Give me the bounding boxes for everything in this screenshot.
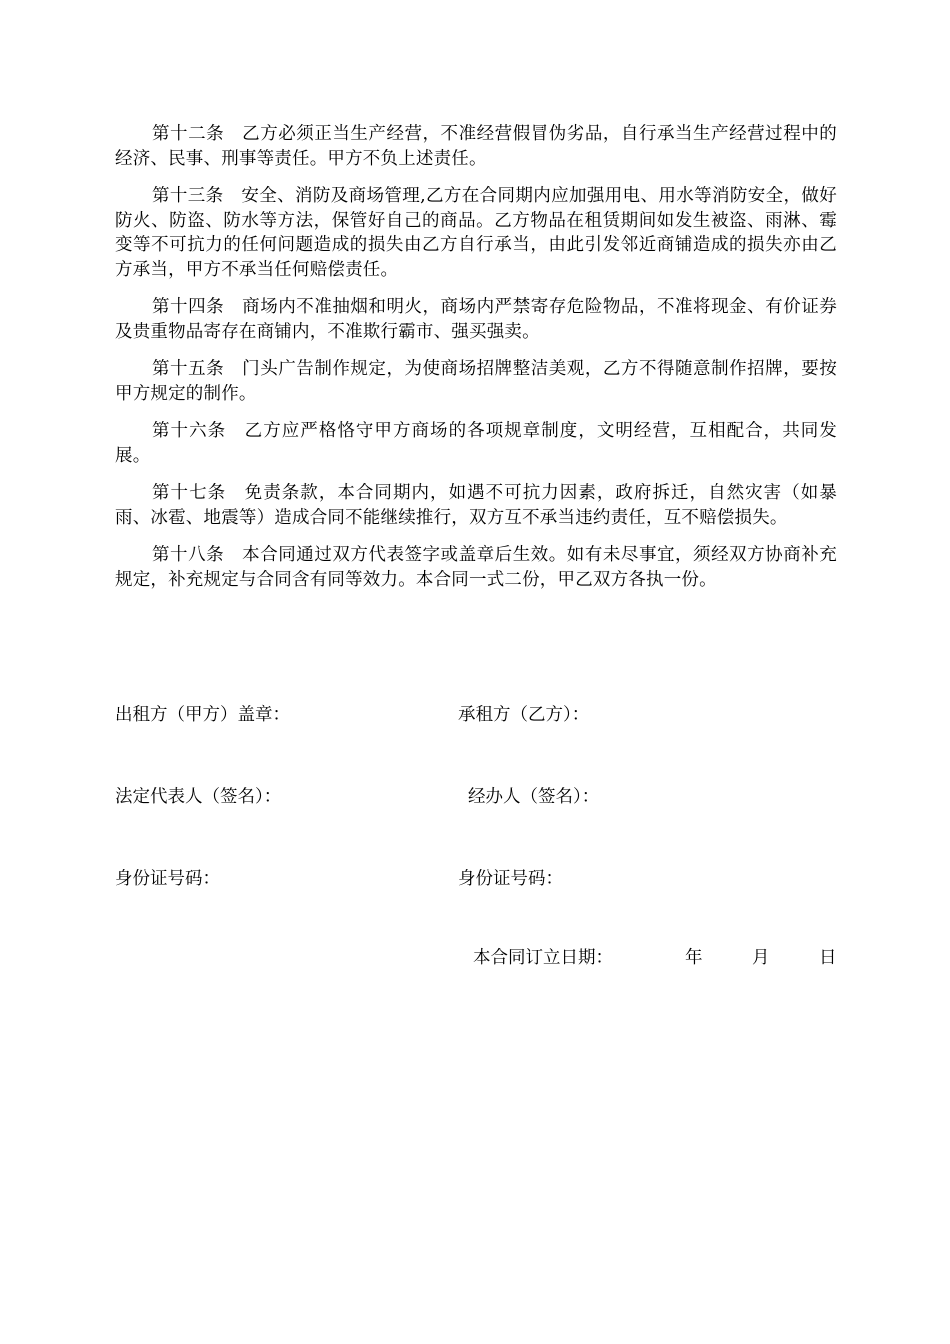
date-month-label: 月 — [752, 948, 770, 968]
lessor-seal-label: 出租方（甲方）盖章： — [115, 705, 290, 725]
clause-15: 第十五条 门头广告制作规定，为使商场招牌整洁美观，乙方不得随意制作招牌，要按甲方规定的制作。 — [115, 359, 837, 404]
clause-13: 第十三条 安全、消防及商场管理,乙方在合同期内应加强用电、用水等消防安全，做好防火、防盗、防水等方法，保管好自己的商品。乙方物品在租赁期间如发生被盗、雨淋、霉变等不可抗力的任何问题造成的损失由乙方自行承当，由此引发邻近商铺造成的损失亦由乙方承当，甲方不承当任何赔偿责任。 — [115, 186, 837, 280]
clause-14: 第十四条 商场内不准抽烟和明火，商场内严禁寄存危险物品，不准将现金、有价证券及贵重物品寄存在商铺内，不准欺行霸市、强买强卖。 — [115, 297, 837, 342]
clause-12: 第十二条 乙方必须正当生产经营，不准经营假冒伪劣品，自行承当生产经营过程中的经济、民事、刑事等责任。甲方不负上述责任。 — [115, 124, 837, 169]
date-day-label: 日 — [819, 948, 837, 968]
handler-label: 经办人（签名）： — [468, 787, 600, 807]
id-number-label-left: 身份证号码： — [115, 869, 220, 889]
id-number-label-right: 身份证号码： — [458, 869, 563, 889]
legal-rep-label: 法定代表人（签名）： — [115, 787, 282, 807]
date-year-label: 年 — [685, 948, 703, 968]
clause-18: 第十八条 本合同通过双方代表签字或盖章后生效。如有未尽事宜，须经双方协商补充规定，补充规定与合同含有同等效力。本合同一式二份，甲乙双方各执一份。 — [115, 545, 837, 590]
signature-row-parties — [115, 702, 837, 728]
clause-list — [115, 122, 837, 605]
clause-17: 第十七条 免责条款，本合同期内，如遇不可抗力因素，政府拆迁，自然灾害（如暴雨、冰雹、地震等）造成合同不能继续推行，双方互不承当违约责任，互不赔偿损失。 — [115, 483, 837, 528]
signature-row-representatives — [115, 784, 837, 810]
signing-date-label: 本合同订立日期： — [473, 948, 613, 968]
lessee-label: 承租方（乙方）： — [458, 705, 590, 725]
clause-16: 第十六条 乙方应严格恪守甲方商场的各项规章制度，文明经营，互相配合，共同发展。 — [115, 421, 837, 466]
signing-date — [473, 945, 837, 971]
signature-row-id — [115, 866, 837, 892]
